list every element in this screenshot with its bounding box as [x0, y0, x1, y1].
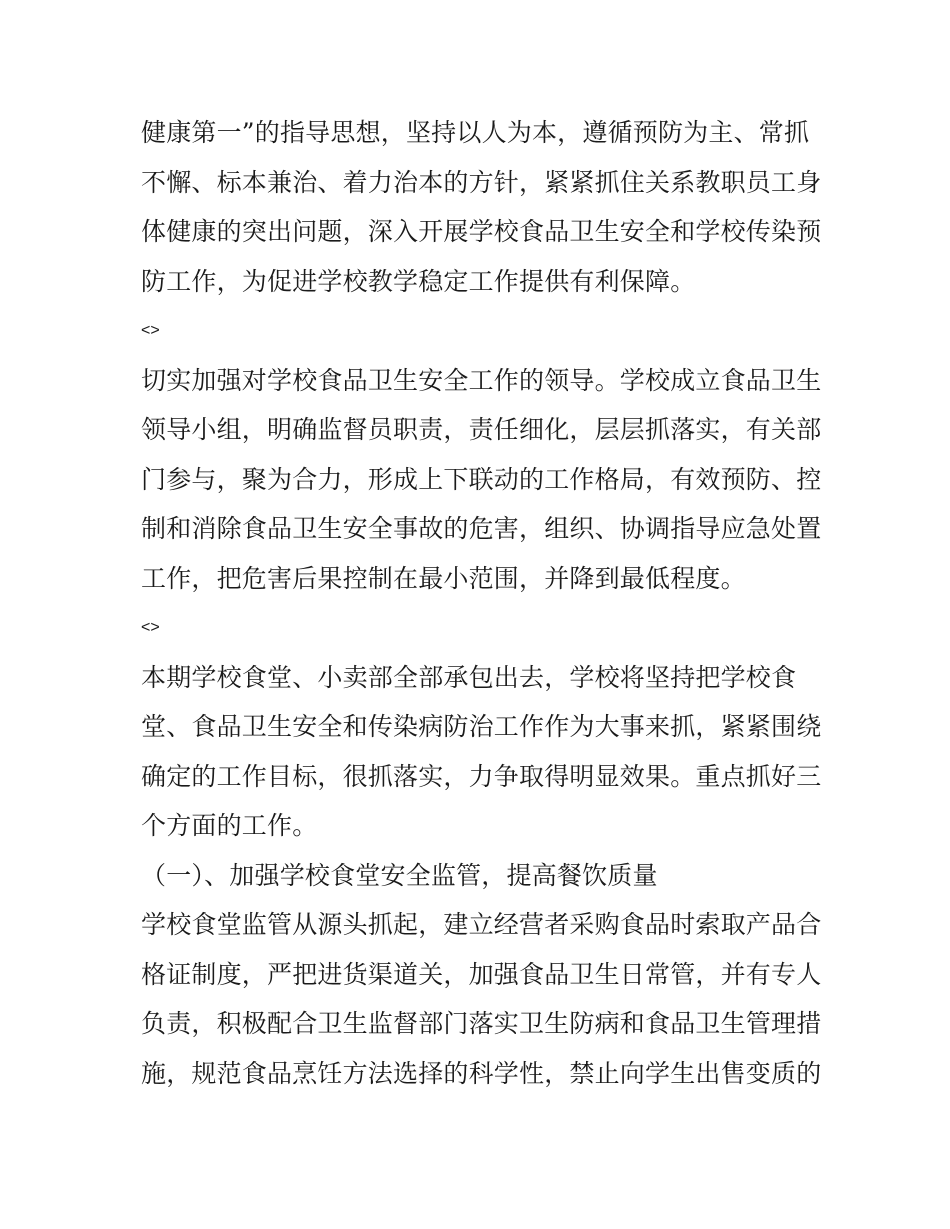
text-line: 工作，把危害后果控制在最小范围，并降到最低程度。 — [141, 563, 746, 593]
text-line: 体健康的突出问题，深入开展学校食品卫生安全和学校传染预 — [141, 217, 822, 246]
paragraph-health-first — [141, 108, 821, 306]
text-line: 堂、食品卫生安全和传染病防治工作作为大事来抓，紧紧围绕 — [141, 712, 822, 741]
text-line: 确定的工作目标，很抓落实，力争取得明显效果。重点抓好三 — [141, 761, 822, 791]
text-line: 负责，积极配合卫生监督部门落实卫生防病和食品卫生管理措 — [141, 1009, 822, 1038]
paragraph-canteen-supervision — [141, 900, 821, 1098]
text-line: 学校食堂监管从源头抓起，建立经营者采购食品时索取产品合 — [141, 910, 822, 939]
text-line: 个方面的工作。 — [141, 811, 318, 840]
document-body — [141, 108, 821, 1098]
text-line: 领导小组，明确监督员职责，责任细化，层层抓落实，有关部 — [141, 415, 822, 444]
text-line: 防工作，为促进学校教学稳定工作提供有利保障。 — [141, 266, 696, 296]
section-separator: <> — [141, 619, 160, 636]
text-line: 施，规范食品烹饪方法选择的科学性，禁止向学生出售变质的 — [141, 1058, 822, 1088]
section-heading: （一）、加强学校食堂安全监管，提高餐饮质量 — [141, 860, 658, 890]
text-line: 健康第一”的指导思想，坚持以人为本，遵循预防为主、常抓 — [141, 118, 810, 147]
text-line: 格证制度，严把进货渠道关，加强食品卫生日常管，并有专人 — [141, 959, 822, 989]
section-separator: <> — [141, 322, 160, 339]
paragraph-leadership — [141, 356, 821, 604]
text-line: 切实加强对学校食品卫生安全工作的领导。学校成立食品卫生 — [141, 365, 822, 395]
text-line: 不懈、标本兼治、着力治本的方针，紧紧抓住关系教职员工身 — [141, 167, 822, 197]
text-line: 门参与，聚为合力，形成上下联动的工作格局，有效预防、控 — [141, 464, 822, 494]
text-line: 本期学校食堂、小卖部全部承包出去，学校将坚持把学校食 — [141, 662, 797, 692]
paragraph-canteen-contract — [141, 653, 821, 851]
text-line: 制和消除食品卫生安全事故的危害，组织、协调指导应急处置 — [141, 514, 822, 543]
